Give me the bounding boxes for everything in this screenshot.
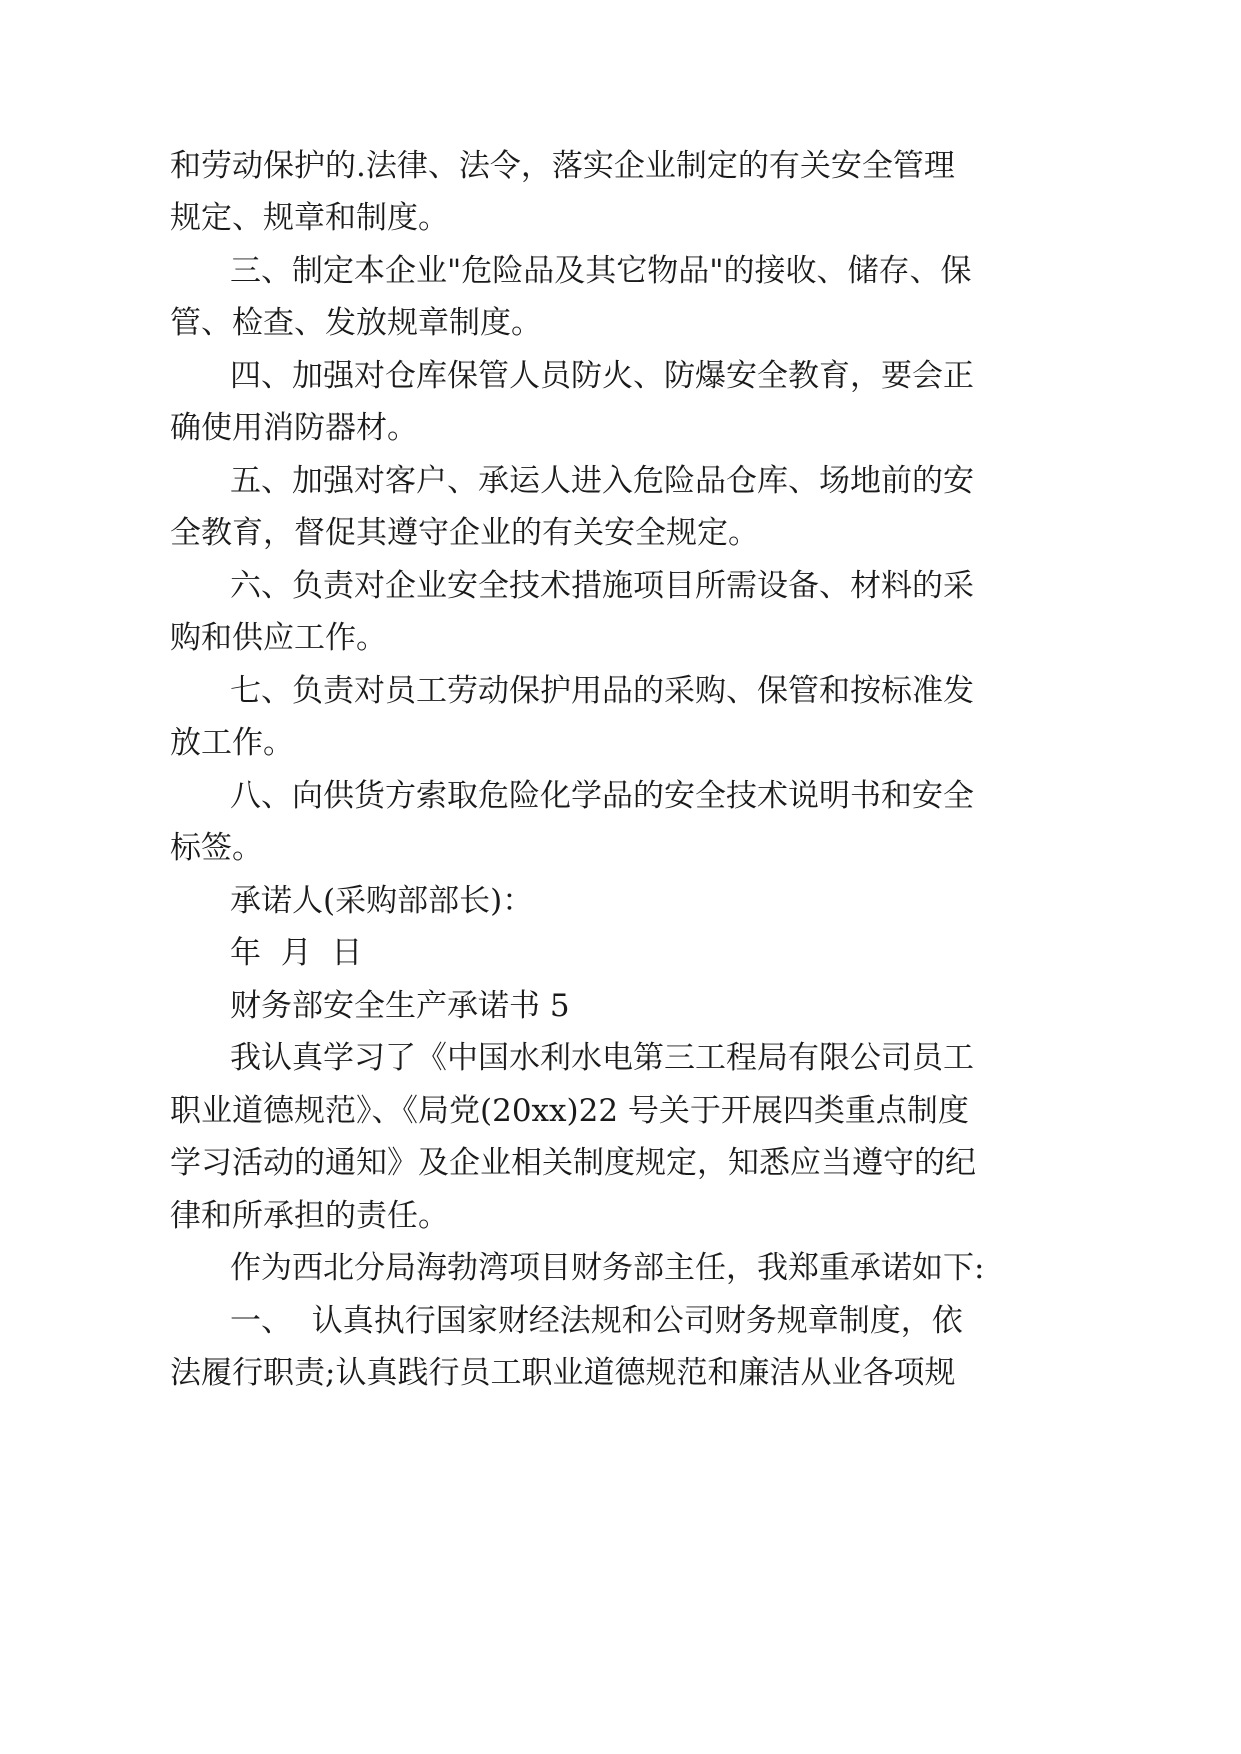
- section-title: 财务部安全生产承诺书 5: [230, 988, 570, 1024]
- paragraph-6-line: 六、负责对企业安全技术措施项目所需设备、材料的采: [230, 568, 974, 604]
- commitment-1-line: 一、 认真执行国家财经法规和公司财务规章制度，依: [230, 1303, 963, 1339]
- text-line: 律和所承担的责任。: [170, 1198, 449, 1234]
- paragraph-statement-line: 我认真学习了《中国水利水电第三工程局有限公司员工: [230, 1040, 974, 1076]
- paragraph-5-line: 五、加强对客户、承运人进入危险品仓库、场地前的安: [230, 463, 974, 499]
- text-line: 职业道德规范》、《局党(20xx)22 号关于开展四类重点制度: [170, 1093, 969, 1129]
- date-line: 年 月 日: [230, 935, 363, 971]
- text-line: 法履行职责;认真践行员工职业道德规范和廉洁从业各项规: [170, 1355, 956, 1391]
- paragraph-3-line: 三、制定本企业"危险品及其它物品"的接收、储存、保: [230, 253, 972, 289]
- text-line: 规定、规章和制度。: [170, 200, 449, 236]
- text-line: 和劳动保护的.法律、法令，落实企业制定的有关安全管理: [170, 148, 955, 184]
- text-line: 确使用消防器材。: [170, 410, 418, 446]
- paragraph-7-line: 七、负责对员工劳动保护用品的采购、保管和按标准发: [230, 673, 974, 709]
- text-line: 标签。: [170, 830, 263, 866]
- text-line: 购和供应工作。: [170, 620, 387, 656]
- text-line: 放工作。: [170, 725, 294, 761]
- paragraph-4-line: 四、加强对仓库保管人员防火、防爆安全教育，要会正: [230, 358, 974, 394]
- signatory-line: 承诺人(采购部部长)：: [230, 883, 534, 919]
- text-line: 全教育，督促其遵守企业的有关安全规定。: [170, 515, 759, 551]
- paragraph-commitment-intro: 作为西北分局海勃湾项目财务部主任，我郑重承诺如下:: [230, 1250, 985, 1286]
- text-line: 管、检查、发放规章制度。: [170, 305, 542, 341]
- text-line: 学习活动的通知》及企业相关制度规定，知悉应当遵守的纪: [170, 1145, 976, 1181]
- paragraph-8-line: 八、向供货方索取危险化学品的安全技术说明书和安全: [230, 778, 974, 814]
